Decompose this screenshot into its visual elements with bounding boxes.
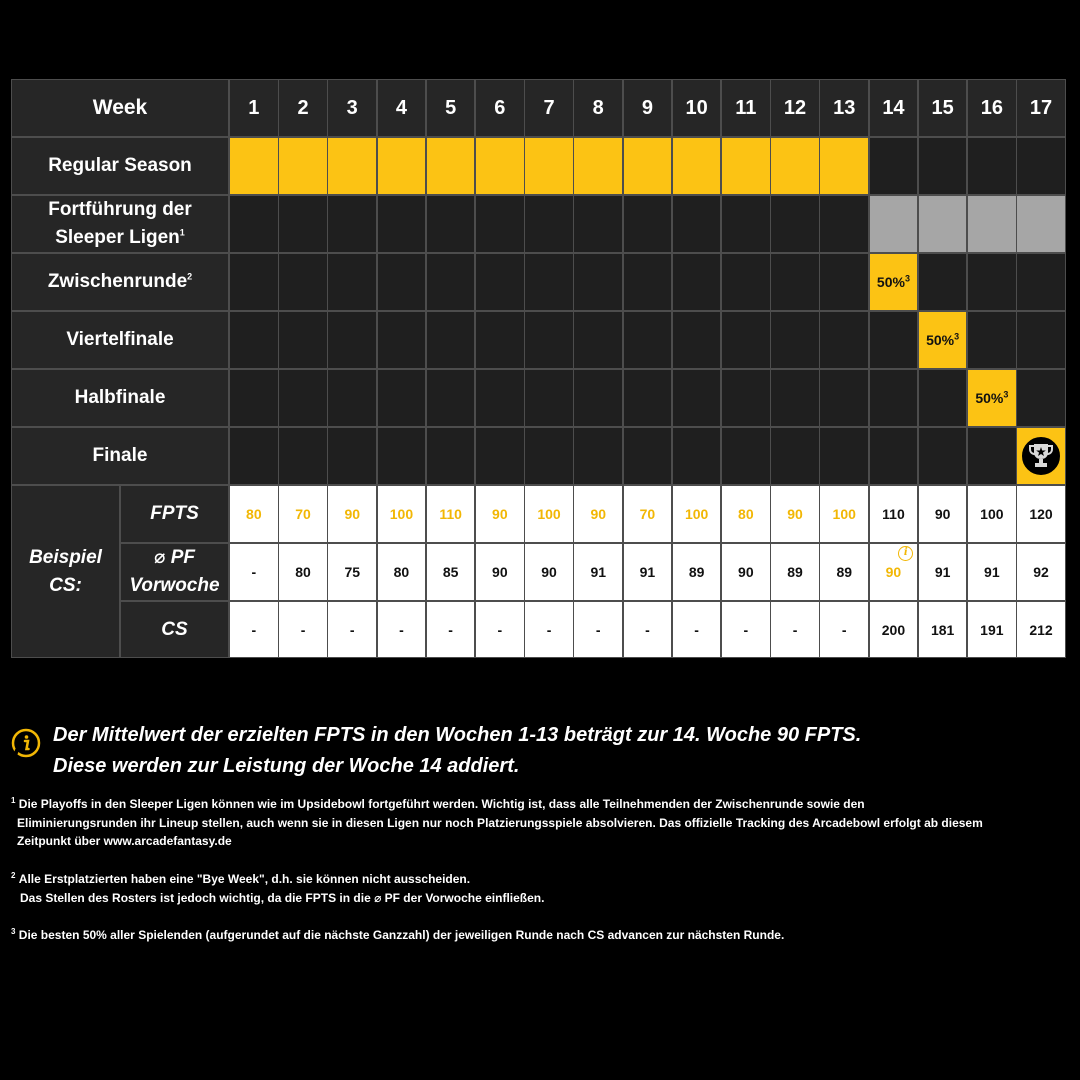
finale-cell (1016, 427, 1066, 485)
cs-cell: 212 (1016, 601, 1066, 658)
finale-cell (918, 427, 968, 485)
footnote-3 (11, 926, 1071, 945)
fpts-cell: 90 (918, 485, 968, 543)
finale-cell (524, 427, 574, 485)
pf-cell: 90 (475, 543, 525, 601)
zwischenrunde-cell (229, 253, 279, 311)
zwischenrunde-cell (278, 253, 328, 311)
week-header-5 (426, 79, 476, 137)
fpts-cell: 100 (377, 485, 427, 543)
pf-cell: - (229, 543, 279, 601)
sleeper-cell (1016, 195, 1066, 253)
sleeper-cell (967, 195, 1017, 253)
week-number: 1 (248, 96, 260, 119)
week-number: 9 (641, 96, 653, 119)
viertelfinale-cell (475, 311, 525, 369)
info-icon (11, 728, 41, 758)
halbfinale-cell (426, 369, 476, 427)
cs-cell: - (672, 601, 722, 658)
cs-cell: 200 (869, 601, 919, 658)
halbfinale-cell (967, 369, 1017, 427)
sleeper-cell (623, 195, 673, 253)
advance-percent (926, 332, 959, 348)
halbfinale-cell (377, 369, 427, 427)
footnote-ref-2: 2 (187, 271, 193, 282)
week-number: 14 (882, 96, 905, 119)
sleeper-cell (229, 195, 279, 253)
halbfinale-cell (524, 369, 574, 427)
pf-cell (869, 543, 919, 601)
week-header-9 (623, 79, 673, 137)
pf-cell: 89 (819, 543, 869, 601)
viertelfinale-cell (573, 311, 623, 369)
fpts-cell: 70 (278, 485, 328, 543)
cs-cell: - (573, 601, 623, 658)
regular-season-cell (770, 137, 820, 195)
week-header-7 (524, 79, 574, 137)
row-label-viertelfinale (11, 311, 229, 369)
pf-vorwoche-label (120, 543, 229, 601)
sleeper-cell (869, 195, 919, 253)
row-label-finale (11, 427, 229, 485)
viertelfinale-cell (967, 311, 1017, 369)
cs-cell: - (770, 601, 820, 658)
footnote-3-line1 (11, 926, 1071, 945)
fortfuehrung-label-line1: Fortführung der (48, 199, 192, 220)
viertelfinale-cell (672, 311, 722, 369)
info-note-line1: Der Mittelwert der erzielten FPTS in den Wochen 1-13 beträgt zur 14. Woche 90 FPTS. (53, 724, 862, 746)
beispiel-cs-text: Beispiel CS: (29, 546, 102, 596)
zwischenrunde-label (48, 268, 192, 296)
row-label-zwischenrunde (11, 253, 229, 311)
footnote-ref-3: 3 (904, 273, 910, 284)
regular-season-cell (426, 137, 476, 195)
week-number: 13 (833, 96, 856, 119)
regular-season-cell (1016, 137, 1066, 195)
pf-cell: 89 (672, 543, 722, 601)
finale-cell (721, 427, 771, 485)
pf-cell: 80 (278, 543, 328, 601)
cs-cell: - (327, 601, 377, 658)
info-note-line2: Diese werden zur Leistung der Woche 14 addiert. (53, 755, 520, 777)
zwischenrunde-cell (967, 253, 1017, 311)
viertelfinale-cell (918, 311, 968, 369)
halbfinale-cell (278, 369, 328, 427)
finale-cell (573, 427, 623, 485)
fortfuehrung-label-line2 (55, 224, 185, 252)
pf-cell: 91 (623, 543, 673, 601)
advance-percent (877, 274, 910, 290)
sleeper-cell (918, 195, 968, 253)
week-header-label: Week (92, 96, 148, 119)
regular-season-cell (278, 137, 328, 195)
fpts-cell: 70 (623, 485, 673, 543)
zwischenrunde-cell (770, 253, 820, 311)
finale-cell (672, 427, 722, 485)
finale-cell (819, 427, 869, 485)
info-icon[interactable]: i (898, 546, 913, 561)
regular-season-cell (229, 137, 279, 195)
viertelfinale-cell (770, 311, 820, 369)
finale-cell (377, 427, 427, 485)
sleeper-cell (426, 195, 476, 253)
finale-cell (426, 427, 476, 485)
sleeper-cell (819, 195, 869, 253)
finale-cell (278, 427, 328, 485)
week-header (11, 79, 229, 137)
cs-cell: - (377, 601, 427, 658)
week-number: 6 (494, 96, 506, 119)
info-note-text (53, 720, 861, 782)
week-header-2 (278, 79, 328, 137)
advance-percent-value: 50% (876, 274, 905, 290)
week-number: 4 (395, 96, 407, 119)
zwischenrunde-cell (377, 253, 427, 311)
halbfinale-cell (229, 369, 279, 427)
advance-percent (975, 390, 1008, 406)
halbfinale-cell (475, 369, 525, 427)
week-header-17 (1016, 79, 1066, 137)
pf-cell: 89 (770, 543, 820, 601)
viertelfinale-cell (229, 311, 279, 369)
week-header-1 (229, 79, 279, 137)
halbfinale-cell (869, 369, 919, 427)
finale-cell (229, 427, 279, 485)
week-header-15 (918, 79, 968, 137)
cs-cell: - (819, 601, 869, 658)
zwischenrunde-cell (524, 253, 574, 311)
fpts-cell: 80 (229, 485, 279, 543)
row-label-fortfuehrung (11, 195, 229, 253)
fpts-cell: 90 (770, 485, 820, 543)
sleeper-cell (721, 195, 771, 253)
regular-season-cell (524, 137, 574, 195)
week-number: 17 (1029, 96, 1053, 119)
viertelfinale-cell (278, 311, 328, 369)
fpts-cell: 100 (819, 485, 869, 543)
finale-cell (869, 427, 919, 485)
footnote-1-text1: Die Playoffs in den Sleeper Ligen können wie im Upsidebowl fortgeführt werden. Wichtig ist, dass alle Teilnehmenden der Zwischenrunde sowie den (18, 797, 865, 811)
pf-cell: 92 (1016, 543, 1066, 601)
sleeper-cell (770, 195, 820, 253)
trophy-icon (1020, 435, 1062, 477)
viertelfinale-cell (327, 311, 377, 369)
week-header-10 (672, 79, 722, 137)
week-number: 7 (543, 96, 555, 119)
week-number: 16 (980, 96, 1003, 119)
footnote-2-line1 (11, 870, 1071, 889)
halbfinale-cell (918, 369, 968, 427)
week-header-13 (819, 79, 869, 137)
advance-percent-value: 50% (975, 390, 1004, 406)
week-number: 2 (297, 96, 309, 119)
footnote-2-num: 2 (11, 871, 16, 880)
halbfinale-cell (327, 369, 377, 427)
zwischenrunde-cell (623, 253, 673, 311)
advance-percent-value: 50% (926, 332, 955, 348)
halbfinale-cell (819, 369, 869, 427)
week-header-14 (869, 79, 919, 137)
zwischenrunde-cell (327, 253, 377, 311)
footnote-1-num: 1 (11, 796, 16, 805)
zwischenrunde-cell (918, 253, 968, 311)
regular-season-cell (672, 137, 722, 195)
fpts-cell: 100 (524, 485, 574, 543)
fpts-cell: 90 (573, 485, 623, 543)
pf-label-line2: Vorwoche (129, 575, 220, 596)
week-number: 8 (592, 96, 604, 119)
regular-season-cell (327, 137, 377, 195)
zwischenrunde-text: Zwischenrunde (47, 271, 188, 292)
viertelfinale-cell (426, 311, 476, 369)
cs-label-text: CS (161, 618, 188, 640)
zwischenrunde-cell (426, 253, 476, 311)
footnote-ref-3: 3 (1003, 389, 1009, 400)
regular-season-cell (721, 137, 771, 195)
sleeper-cell (524, 195, 574, 253)
beispiel-cs-label (11, 485, 120, 658)
sleeper-cell (377, 195, 427, 253)
cs-cell: - (475, 601, 525, 658)
row-label-halbfinale (11, 369, 229, 427)
fpts-cell: 80 (721, 485, 771, 543)
regular-season-cell (377, 137, 427, 195)
week-header-4 (377, 79, 427, 137)
regular-season-cell (819, 137, 869, 195)
sleeper-cell (327, 195, 377, 253)
halbfinale-cell (770, 369, 820, 427)
cs-cell: - (524, 601, 574, 658)
footnote-ref-3: 3 (954, 331, 960, 342)
regular-season-cell (869, 137, 919, 195)
finale-cell (623, 427, 673, 485)
zwischenrunde-cell (869, 253, 919, 311)
cs-cell: 191 (967, 601, 1017, 658)
halbfinale-cell (672, 369, 722, 427)
pf-cell: 85 (426, 543, 476, 601)
pf-cell: 91 (573, 543, 623, 601)
cs-cell: - (278, 601, 328, 658)
halbfinale-cell (623, 369, 673, 427)
week-header-8 (573, 79, 623, 137)
regular-season-cell (967, 137, 1017, 195)
footnote-2 (11, 870, 1071, 907)
regular-season-cell (918, 137, 968, 195)
zwischenrunde-cell (1016, 253, 1066, 311)
week-number: 10 (685, 96, 708, 119)
pf-cell: 80 (377, 543, 427, 601)
viertelfinale-label: Viertelfinale (66, 329, 174, 350)
sleeper-cell (475, 195, 525, 253)
finale-cell (327, 427, 377, 485)
week-number: 12 (783, 96, 807, 119)
fpts-cell: 120 (1016, 485, 1066, 543)
footnote-3-text1: Die besten 50% aller Spielenden (aufgerundet auf die nächste Ganzzahl) der jeweiligen Runde nach CS advancen zur nächsten Runde. (18, 928, 785, 942)
fpts-label (120, 485, 229, 543)
week-number: 5 (445, 96, 457, 119)
finale-label: Finale (92, 445, 148, 466)
pf-cell: 75 (327, 543, 377, 601)
viertelfinale-cell (524, 311, 574, 369)
zwischenrunde-cell (721, 253, 771, 311)
viertelfinale-cell (721, 311, 771, 369)
cs-label (120, 601, 229, 658)
week-header-6 (475, 79, 525, 137)
sleeper-cell (672, 195, 722, 253)
halbfinale-cell (721, 369, 771, 427)
regular-season-label: Regular Season (48, 155, 192, 176)
pf-value: 90 (885, 564, 902, 580)
viertelfinale-cell (1016, 311, 1066, 369)
footnote-1-line1 (11, 795, 1071, 814)
fpts-label-text: FPTS (150, 503, 199, 524)
cs-cell: - (426, 601, 476, 658)
fpts-cell: 110 (869, 485, 919, 543)
finale-cell (770, 427, 820, 485)
finale-cell (475, 427, 525, 485)
fortfuehrung-text: Sleeper Ligen (55, 227, 180, 248)
cs-cell: - (229, 601, 279, 658)
pf-cell: 90 (524, 543, 574, 601)
footnote-2-text1: Alle Erstplatzierten haben eine "Bye Week", d.h. sie können nicht ausscheiden. (18, 872, 471, 886)
fpts-cell: 100 (967, 485, 1017, 543)
zwischenrunde-cell (819, 253, 869, 311)
regular-season-cell (475, 137, 525, 195)
cs-cell: - (623, 601, 673, 658)
halbfinale-label: Halbfinale (74, 387, 166, 408)
halbfinale-cell (1016, 369, 1066, 427)
footnote-1-line3: Zeitpunkt über www.arcadefantasy.de (17, 834, 232, 848)
regular-season-cell (623, 137, 673, 195)
pf-cell: 91 (918, 543, 968, 601)
week-number: 15 (931, 96, 954, 119)
finale-cell (967, 427, 1017, 485)
row-label-regular-season (11, 137, 229, 195)
fpts-cell: 90 (327, 485, 377, 543)
footnote-1 (11, 795, 1071, 851)
fpts-cell: 110 (426, 485, 476, 543)
fpts-cell: 90 (475, 485, 525, 543)
week-header-12 (770, 79, 820, 137)
schedule-table (11, 79, 1067, 658)
footnote-1-line2: Eliminierungsrunden ihr Lineup stellen, auch wenn sie in diesen Ligen nur noch Platzierungsspiele absolvieren. Das offizielle Tracking des Arcadebowl erfolgt ab diesem (17, 815, 983, 830)
regular-season-cell (573, 137, 623, 195)
sleeper-cell (573, 195, 623, 253)
cs-cell: 181 (918, 601, 968, 658)
pf-cell: 90 (721, 543, 771, 601)
week-header-3 (327, 79, 377, 137)
viertelfinale-cell (819, 311, 869, 369)
viertelfinale-cell (869, 311, 919, 369)
zwischenrunde-cell (672, 253, 722, 311)
sleeper-cell (278, 195, 328, 253)
zwischenrunde-cell (573, 253, 623, 311)
pf-label-line1: ⌀ PF (154, 547, 195, 568)
week-number: 3 (346, 96, 358, 119)
week-header-11 (721, 79, 771, 137)
viertelfinale-cell (623, 311, 673, 369)
fpts-cell: 100 (672, 485, 722, 543)
cs-cell: - (721, 601, 771, 658)
week-header-16 (967, 79, 1017, 137)
halbfinale-cell (573, 369, 623, 427)
footnote-2-line2: Das Stellen des Rosters ist jedoch wichtig, da die FPTS in die ⌀ PF der Vorwoche einfließen. (20, 890, 545, 905)
footnote-3-num: 3 (11, 927, 16, 936)
zwischenrunde-cell (475, 253, 525, 311)
footnote-ref-1: 1 (179, 227, 185, 238)
viertelfinale-cell (377, 311, 427, 369)
pf-cell: 91 (967, 543, 1017, 601)
week-number: 11 (735, 96, 757, 119)
